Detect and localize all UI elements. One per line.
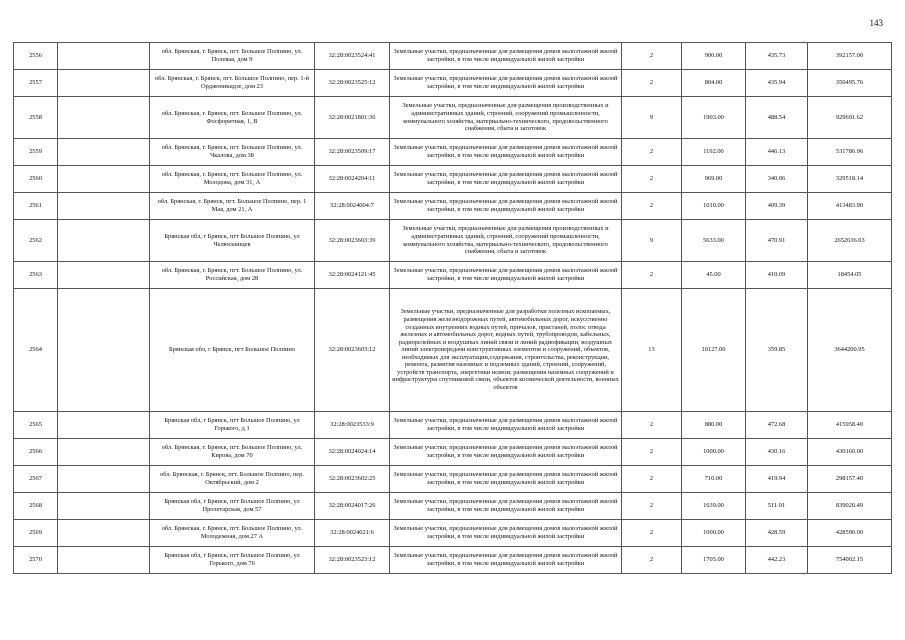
specific-value-cell: 410.09 [746, 262, 808, 289]
cadastral-value-cell: 415958.40 [808, 412, 892, 439]
group-cell: 2 [622, 43, 682, 70]
empty-cell [58, 166, 150, 193]
empty-cell [58, 547, 150, 574]
cadastral-number-cell: 32:28:0024204:11 [315, 166, 390, 193]
address-cell: Брянская обл, г Брянск, пгт Большое Полпино, ул Горького, дом 76 [150, 547, 315, 574]
address-cell: обл. Брянская, г. Брянск, пгт. Большое Полпино, ул. Чкалова, дом 38 [150, 139, 315, 166]
row-number: 2564 [14, 289, 58, 412]
table-row [14, 193, 892, 220]
address-cell: обл. Брянская, г. Брянск, пгт. Большое Полпино, ул. Российская, дом 28 [150, 262, 315, 289]
cadastral-value-cell: 3644200.95 [808, 289, 892, 412]
land-use-cell: Земельные участки, предназначенные для размещения домов малоэтажной жилой застройки, в том числе индивидуальной жилой застройки [390, 412, 622, 439]
area-cell: 900.00 [682, 43, 746, 70]
specific-value-cell: 435.94 [746, 70, 808, 97]
area-cell: 1000.00 [682, 439, 746, 466]
land-use-cell: Земельные участки, предназначенные для размещения производственных и административных зданий, строений, сооружений промышленности, коммунального хозяйства, материально-технического, продовольственного снабжения, сбыта и заготовок [390, 97, 622, 139]
row-number: 2567 [14, 466, 58, 493]
cadastral-value-cell: 18454.05 [808, 262, 892, 289]
area-cell: 1010.00 [682, 193, 746, 220]
cadastral-number-cell: 32:28:0024021:6 [315, 520, 390, 547]
area-cell: 710.00 [682, 466, 746, 493]
land-use-cell: Земельные участки, предназначенные для размещения домов малоэтажной жилой застройки, в том числе индивидуальной жилой застройки [390, 493, 622, 520]
row-number: 2559 [14, 139, 58, 166]
cadastral-number-cell: 32:28:0024121:45 [315, 262, 390, 289]
specific-value-cell: 488.54 [746, 97, 808, 139]
empty-cell [58, 289, 150, 412]
empty-cell [58, 70, 150, 97]
address-cell: Брянская обл, г Брянск, пгт Большое Полпино, ул Пролетарская, дом 57 [150, 493, 315, 520]
table-row [14, 412, 892, 439]
group-cell: 2 [622, 139, 682, 166]
cadastral-number-cell: 32:28:0023603:39 [315, 220, 390, 262]
land-use-cell: Земельные участки, предназначенные для размещения домов малоэтажной жилой застройки, в том числе индивидуальной жилой застройки [390, 439, 622, 466]
address-cell: Брянская обл, г Брянск, пгт Большое Полпино, ул Горького, д 1 [150, 412, 315, 439]
row-number: 2568 [14, 493, 58, 520]
row-number: 2566 [14, 439, 58, 466]
area-cell: 45.00 [682, 262, 746, 289]
cadastral-value-cell: 350495.76 [808, 70, 892, 97]
row-number: 2563 [14, 262, 58, 289]
land-use-cell: Земельные участки, предназначенные для размещения домов малоэтажной жилой застройки, в том числе индивидуальной жилой застройки [390, 520, 622, 547]
land-use-cell: Земельные участки, предназначенные для разработки полезных ископаемых, размещения железнодорожных путей, автомобильных дорог, искусственно созданных внутренних водных путей, причалов, пристаней, полос отвода железных и автомобильных дорог, водных путей, трубопроводов, кабельных, радиорелейных и воздушных линий связи и линий радиофикации, воздушных линий электропередачи конструктивных элементов и сооружений, объектов, необходимых для эксплуатации,содержания, строительства, реконструкции, ремонта, развития наземных и подземных зданий, строений, сооружений, устройств транспорта, энергетики исвязи; размещения наземных сооружений и инфраструктуры спутниковой связи, объектов космической деятельности, военных объектов [390, 289, 622, 412]
address-cell: Брянская обл, г Брянск, пгт Большое Полпино, ул Челюскинцев [150, 220, 315, 262]
cadastral-number-cell: 32:28:0024004:7 [315, 193, 390, 220]
empty-cell [58, 139, 150, 166]
empty-cell [58, 520, 150, 547]
specific-value-cell: 470.91 [746, 220, 808, 262]
specific-value-cell: 419.94 [746, 466, 808, 493]
cadastral-value-cell: 329518.14 [808, 166, 892, 193]
cadastral-value-cell: 413483.90 [808, 193, 892, 220]
table-row [14, 70, 892, 97]
cadastral-number-cell: 32:28:0023602:25 [315, 466, 390, 493]
specific-value-cell: 472.68 [746, 412, 808, 439]
empty-cell [58, 220, 150, 262]
address-cell: обл. Брянская, г. Брянск, пгт. Большое Полпино, ул. Фосфоритная, 1, В [150, 97, 315, 139]
cadastral-value-cell: 430160.00 [808, 439, 892, 466]
land-use-cell: Земельные участки, предназначенные для размещения домов малоэтажной жилой застройки, в том числе индивидуальной жилой застройки [390, 43, 622, 70]
table-row [14, 466, 892, 493]
area-cell: 1903.00 [682, 97, 746, 139]
address-cell: Брянская обл, г Брянск, пгт Большое Полпино [150, 289, 315, 412]
specific-value-cell: 430.16 [746, 439, 808, 466]
table-row [14, 493, 892, 520]
address-cell: обл. Брянская, г. Брянск, пгт. Большое Полпино, пер. 1-й Орджоникидзе, дом 23 [150, 70, 315, 97]
area-cell: 1192.00 [682, 139, 746, 166]
page-number: 143 [869, 18, 883, 28]
empty-cell [58, 466, 150, 493]
group-cell: 2 [622, 520, 682, 547]
empty-cell [58, 97, 150, 139]
area-cell: 804.00 [682, 70, 746, 97]
table-row [14, 220, 892, 262]
empty-cell [58, 493, 150, 520]
group-cell: 2 [622, 70, 682, 97]
area-cell: 1639.00 [682, 493, 746, 520]
area-cell: 969.00 [682, 166, 746, 193]
row-number: 2561 [14, 193, 58, 220]
row-number: 2556 [14, 43, 58, 70]
table-row [14, 547, 892, 574]
group-cell: 2 [622, 166, 682, 193]
cadastral-number-cell: 32:28:0023603:12 [315, 289, 390, 412]
row-number: 2557 [14, 70, 58, 97]
land-use-cell: Земельные участки, предназначенные для размещения домов малоэтажной жилой застройки, в том числе индивидуальной жилой застройки [390, 70, 622, 97]
row-number: 2569 [14, 520, 58, 547]
specific-value-cell: 435.73 [746, 43, 808, 70]
group-cell: 2 [622, 547, 682, 574]
address-cell: обл. Брянская, г. Брянск, пгт. Большое Полпино, ул. Молодежная, дом 27 А [150, 520, 315, 547]
area-cell: 1000.00 [682, 520, 746, 547]
empty-cell [58, 262, 150, 289]
empty-cell [58, 193, 150, 220]
table-row [14, 520, 892, 547]
cadastral-number-cell: 32:28:0023523:12 [315, 547, 390, 574]
specific-value-cell: 511.91 [746, 493, 808, 520]
table-row [14, 97, 892, 139]
cadastral-value-cell: 531786.96 [808, 139, 892, 166]
table-row [14, 139, 892, 166]
cadastral-number-cell: 32:28:0024024:14 [315, 439, 390, 466]
row-number: 2560 [14, 166, 58, 193]
cadastral-number-cell: 32:28:0023525:12 [315, 70, 390, 97]
group-cell: 13 [622, 289, 682, 412]
cadastral-number-cell: 32:28:0024017:26 [315, 493, 390, 520]
empty-cell [58, 43, 150, 70]
specific-value-cell: 428.59 [746, 520, 808, 547]
table-row [14, 166, 892, 193]
row-number: 2570 [14, 547, 58, 574]
specific-value-cell: 409.39 [746, 193, 808, 220]
empty-cell [58, 412, 150, 439]
cadastral-value-cell: 929691.62 [808, 97, 892, 139]
cadastral-value-cell: 298157.40 [808, 466, 892, 493]
empty-cell [58, 439, 150, 466]
area-cell: 5633.00 [682, 220, 746, 262]
cadastral-value-cell: 392157.00 [808, 43, 892, 70]
table-row [14, 439, 892, 466]
cadastral-value-cell: 839020.49 [808, 493, 892, 520]
land-use-cell: Земельные участки, предназначенные для размещения домов малоэтажной жилой застройки, в том числе индивидуальной жилой застройки [390, 166, 622, 193]
area-cell: 10127.00 [682, 289, 746, 412]
row-number: 2565 [14, 412, 58, 439]
land-use-cell: Земельные участки, предназначенные для размещения производственных и административных зданий, строений, сооружений промышленности, коммунального хозяйства, материально-технического, продовольственного снабжения, сбыта и заготовок [390, 220, 622, 262]
cadastral-value-cell: 2652636.03 [808, 220, 892, 262]
land-use-cell: Земельные участки, предназначенные для размещения домов малоэтажной жилой застройки, в том числе индивидуальной жилой застройки [390, 193, 622, 220]
address-cell: обл. Брянская, г. Брянск, пгт. Большое Полпино, ул. Молодова, дом 31, А [150, 166, 315, 193]
address-cell: обл. Брянская, г. Брянск, пгт. Большое Полпино, пер. Октябрьский, дом 2 [150, 466, 315, 493]
specific-value-cell: 446.13 [746, 139, 808, 166]
group-cell: 9 [622, 97, 682, 139]
cadastral-number-cell: 32:28:0023524:41 [315, 43, 390, 70]
cadastral-value-cell: 428590.00 [808, 520, 892, 547]
cadastral-number-cell: 32:28:0023509:17 [315, 139, 390, 166]
row-number: 2558 [14, 97, 58, 139]
group-cell: 2 [622, 466, 682, 493]
area-cell: 1705.00 [682, 547, 746, 574]
address-cell: обл. Брянская, г. Брянск, пгт. Большое Полпино, пер. 1 Мая, дом 21, А [150, 193, 315, 220]
specific-value-cell: 359.85 [746, 289, 808, 412]
address-cell: обл. Брянская, г. Брянск, пгт. Большое Полпино, ул. Кирова, дом 70 [150, 439, 315, 466]
table-row [14, 289, 892, 412]
land-use-cell: Земельные участки, предназначенные для размещения домов малоэтажной жилой застройки, в том числе индивидуальной жилой застройки [390, 466, 622, 493]
table-row [14, 262, 892, 289]
land-use-cell: Земельные участки, предназначенные для размещения домов малоэтажной жилой застройки, в том числе индивидуальной жилой застройки [390, 547, 622, 574]
address-cell: обл. Брянская, г. Брянск, пгт. Большое Полпино, ул. Полевая, дом 9 [150, 43, 315, 70]
land-use-cell: Земельные участки, предназначенные для размещения домов малоэтажной жилой застройки, в том числе индивидуальной жилой застройки [390, 139, 622, 166]
cadastral-number-cell: 32:28:0021801:36 [315, 97, 390, 139]
group-cell: 2 [622, 412, 682, 439]
group-cell: 2 [622, 262, 682, 289]
cadastral-value-table [13, 42, 892, 574]
group-cell: 2 [622, 493, 682, 520]
group-cell: 2 [622, 439, 682, 466]
row-number: 2562 [14, 220, 58, 262]
cadastral-value-cell: 754002.15 [808, 547, 892, 574]
group-cell: 9 [622, 220, 682, 262]
land-use-cell: Земельные участки, предназначенные для размещения домов малоэтажной жилой застройки, в том числе индивидуальной жилой застройки [390, 262, 622, 289]
specific-value-cell: 340.06 [746, 166, 808, 193]
table-row [14, 43, 892, 70]
cadastral-number-cell: 32:28:0023533:9 [315, 412, 390, 439]
area-cell: 880.00 [682, 412, 746, 439]
group-cell: 2 [622, 193, 682, 220]
specific-value-cell: 442.23 [746, 547, 808, 574]
